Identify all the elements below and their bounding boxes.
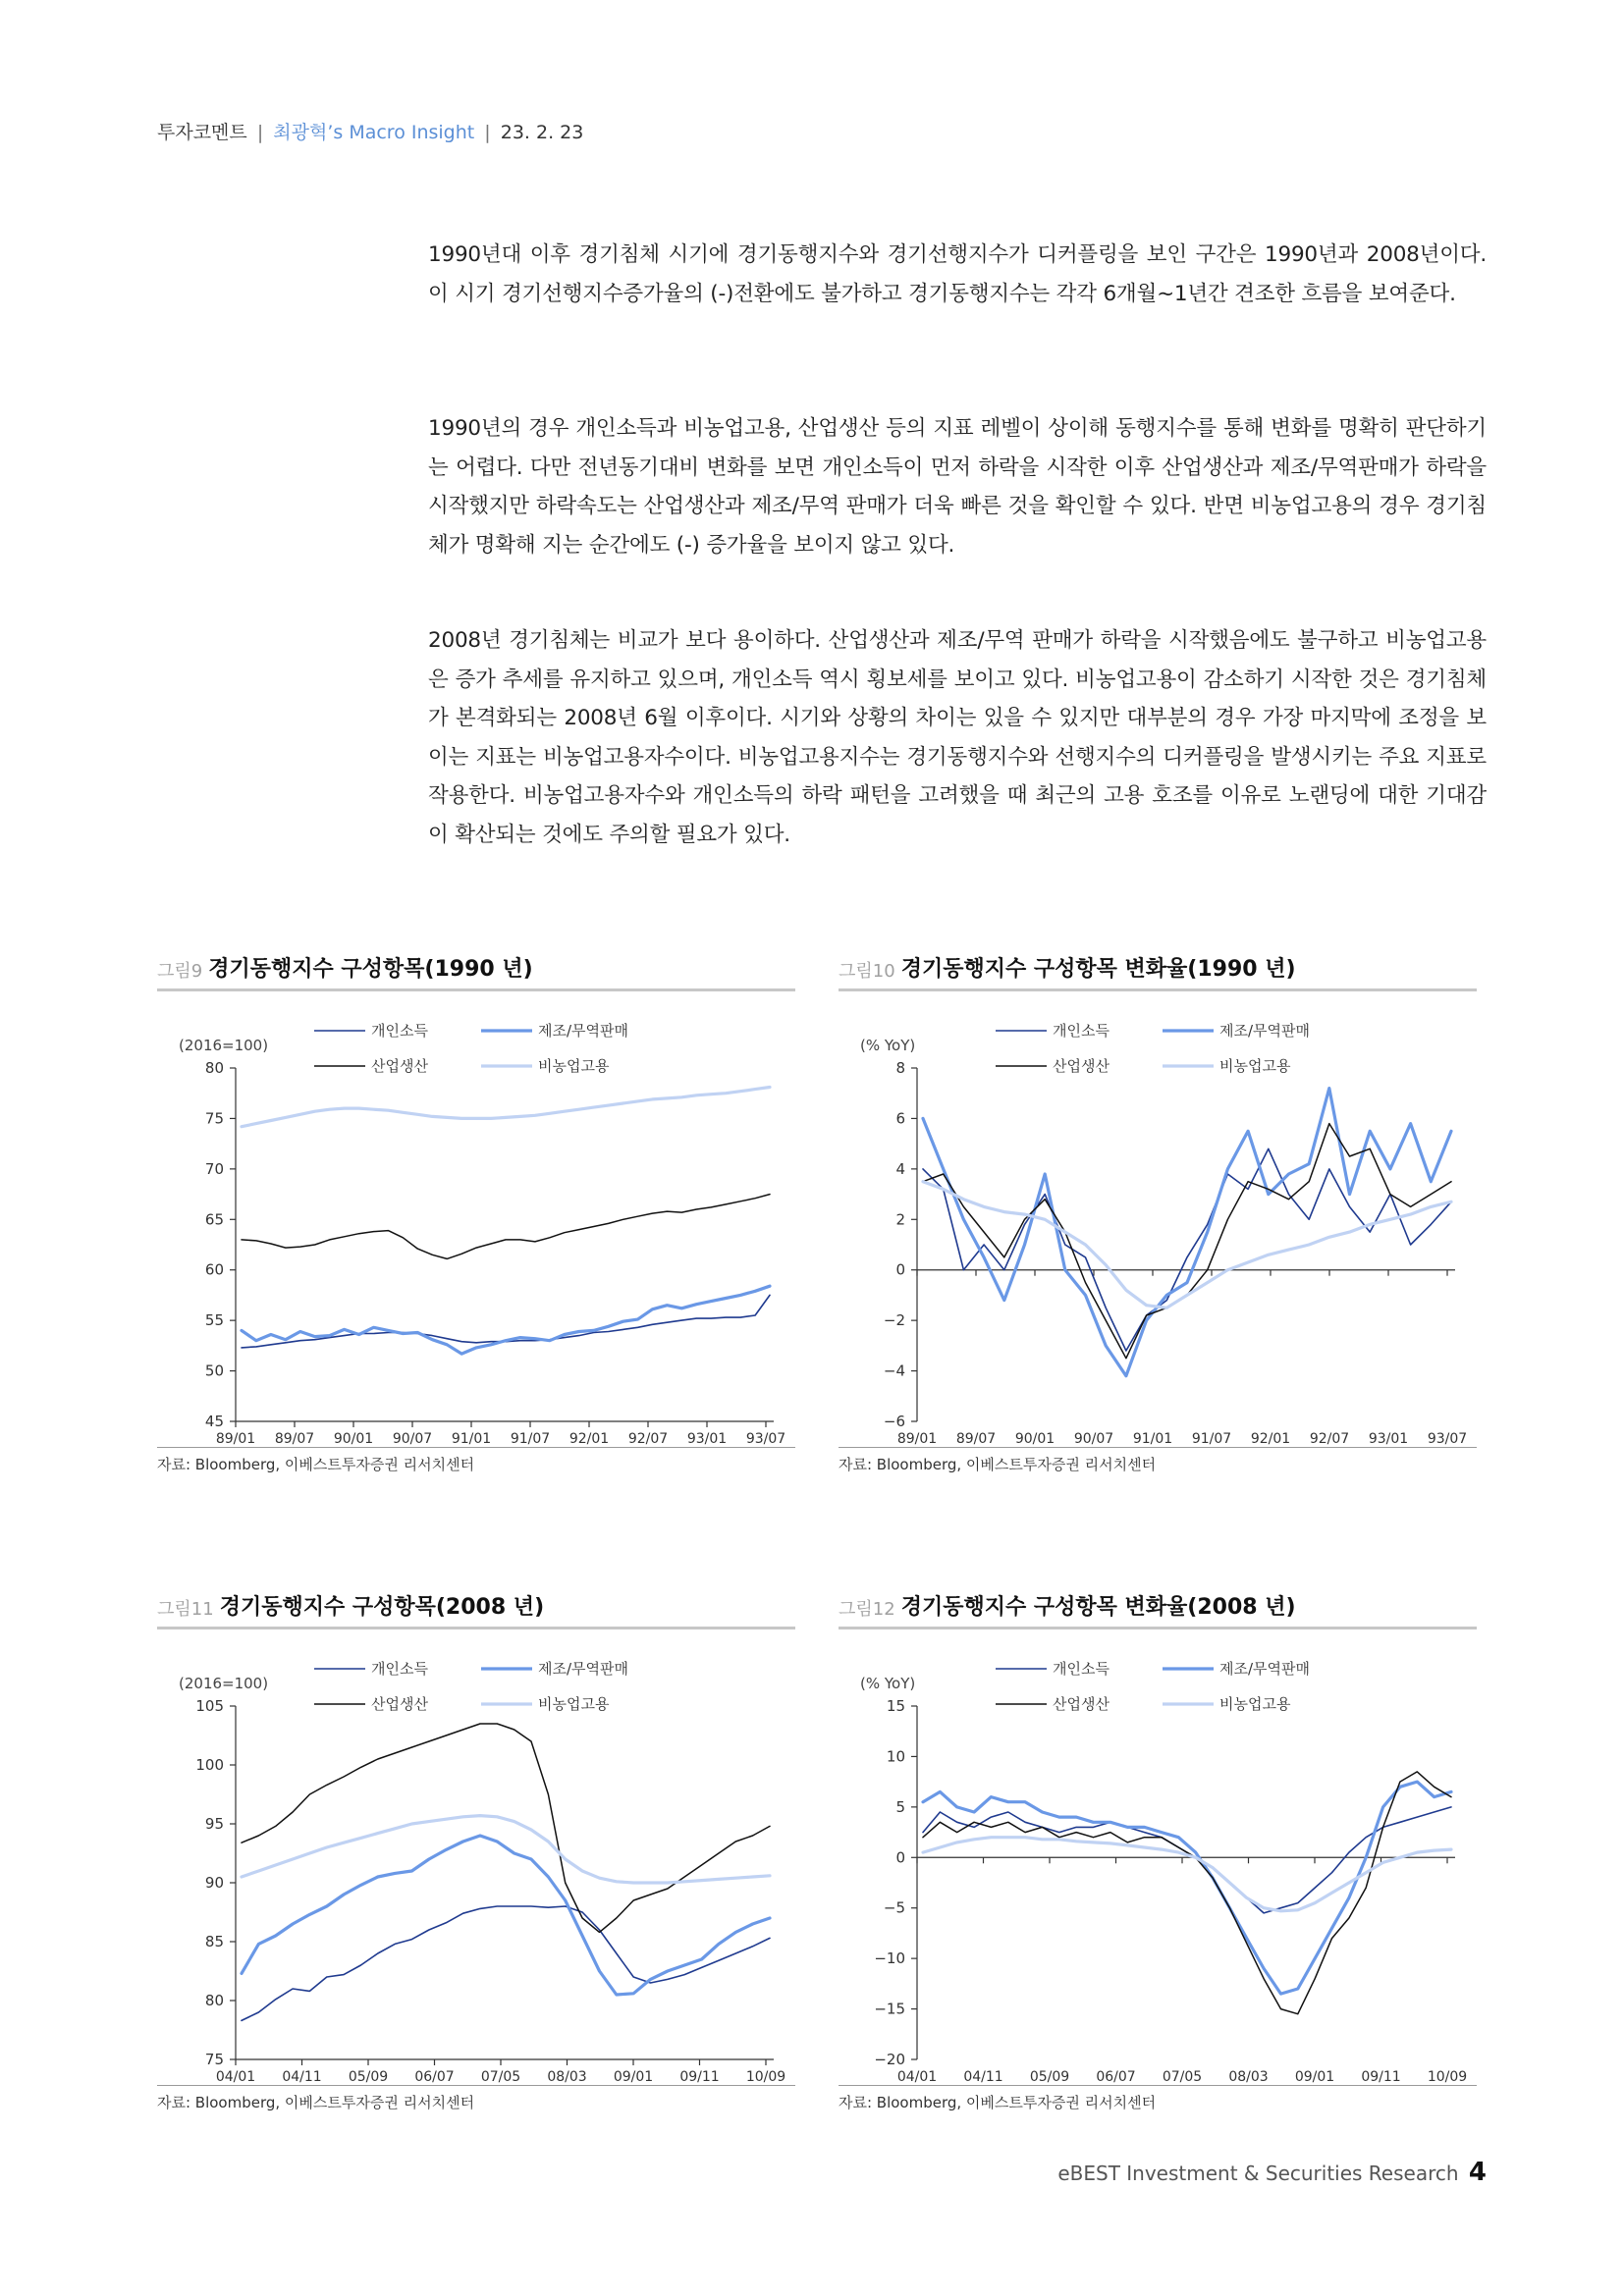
chart-4-x-tick-label: 08/03 <box>1228 2069 1269 2085</box>
figure-label: 그림10 <box>839 961 895 982</box>
chart-2-x-tick-label: 91/07 <box>1191 1431 1232 1447</box>
chart-2-x-tick-label: 89/01 <box>896 1431 938 1447</box>
chart-4-y-tick-label: −5 <box>883 1898 905 1917</box>
chart-4-x-tick-label: 04/11 <box>963 2069 1003 2085</box>
figure-title <box>157 952 795 991</box>
chart-3-x-tick-label: 04/01 <box>215 2069 256 2085</box>
chart-2-x-tick-label: 93/07 <box>1427 1431 1468 1447</box>
chart-3-y-tick-label: 90 <box>204 1874 224 1892</box>
chart-3-x-tick-label: 10/09 <box>745 2069 786 2085</box>
chart-4-y-tick-label: 5 <box>895 1797 905 1816</box>
chart-2-y-tick-label: 4 <box>895 1159 905 1178</box>
chart-3-unit-label: (2016=100) <box>179 1675 269 1692</box>
chart-2-series-line-1 <box>923 1148 1451 1351</box>
chart-1-y-tick-label: 60 <box>204 1260 224 1279</box>
chart-1-legend-label: 비농업고용 <box>538 1057 610 1075</box>
chart-2-y-tick-label: 6 <box>895 1109 905 1128</box>
chart-1-x-tick-label: 92/01 <box>568 1431 610 1447</box>
figure-title <box>839 952 1477 991</box>
header-section: 투자코멘트 <box>157 122 247 143</box>
figure-label: 그림11 <box>157 1599 214 1620</box>
chart-4-x-tick-label: 07/05 <box>1162 2069 1203 2085</box>
chart-3-legend-label: 개인소득 <box>371 1660 428 1678</box>
chart-4-series-line-1 <box>923 1807 1451 1913</box>
chart-4-y-tick-label: 15 <box>886 1697 905 1715</box>
page-number: 4 <box>1468 2158 1487 2187</box>
chart-3-series-line-2 <box>242 1836 770 1995</box>
figure-name: 경기동행지수 구성항목 변화율(1990 년) <box>900 957 1296 982</box>
chart-2-x-tick-label: 93/01 <box>1368 1431 1409 1447</box>
chart-3-series-line-3 <box>242 1724 770 1932</box>
figure-source: 자료: Bloomberg, 이베스트투자증권 리서치센터 <box>157 1456 475 1473</box>
header-divider: | <box>484 122 491 143</box>
chart-1-x-tick-label: 90/07 <box>392 1431 433 1447</box>
figure-source: 자료: Bloomberg, 이베스트투자증권 리서치센터 <box>839 2094 1157 2111</box>
figure-title <box>157 1590 795 1629</box>
chart-2-x-tick-label: 91/01 <box>1132 1431 1173 1447</box>
chart-1-series-line-3 <box>242 1195 770 1259</box>
chart-4-series-line-4 <box>923 1838 1451 1911</box>
chart-3-legend-label: 비농업고용 <box>538 1695 610 1713</box>
body-paragraph: 1990년대 이후 경기침체 시기에 경기동행지수와 경기선행지수가 디커플링을 보인 구간은 1990년과 2008년이다. 이 시기 경기선행지수증가율의 (-)전환에도 불가하고 경기동행지수는 각각 6개월~1년간 견조한 흐름을 보여준다. <box>428 242 1487 306</box>
chart-2-x-tick-label: 90/01 <box>1014 1431 1056 1447</box>
figure-name: 경기동행지수 구성항목 변화율(2008 년) <box>900 1595 1296 1620</box>
chart-4-x-tick-label: 10/09 <box>1427 2069 1468 2085</box>
chart-3-y-tick-label: 100 <box>195 1756 224 1774</box>
chart-3-y-tick-label: 105 <box>195 1697 224 1715</box>
chart-4-legend-label: 비농업고용 <box>1219 1695 1291 1713</box>
chart-2-legend-label: 산업생산 <box>1053 1057 1110 1075</box>
figure-source: 자료: Bloomberg, 이베스트투자증권 리서치센터 <box>839 1456 1157 1473</box>
figure-10 <box>839 952 1477 1474</box>
chart-4-y-tick-label: 0 <box>895 1848 905 1867</box>
chart-area <box>839 991 1477 1448</box>
chart-3-y-tick-label: 95 <box>204 1815 224 1833</box>
chart-1-y-tick-label: 65 <box>204 1210 224 1229</box>
chart-2-series-line-2 <box>923 1089 1451 1376</box>
chart-1-series-line-4 <box>242 1088 770 1127</box>
chart-2-x-tick-label: 89/07 <box>955 1431 997 1447</box>
line-chart <box>157 1629 795 2086</box>
chart-1-x-tick-label: 90/01 <box>333 1431 374 1447</box>
chart-3-legend-label: 산업생산 <box>371 1695 428 1713</box>
chart-4-y-tick-label: −15 <box>874 2000 905 2018</box>
chart-3-x-tick-label: 07/05 <box>480 2069 521 2085</box>
chart-3-x-tick-label: 09/11 <box>679 2069 720 2085</box>
chart-2-legend-label: 비농업고용 <box>1219 1057 1291 1075</box>
figure-12 <box>839 1590 1477 2112</box>
chart-area <box>157 1629 795 2086</box>
chart-3-x-tick-label: 06/07 <box>414 2069 455 2085</box>
body-paragraph: 2008년 경기침체는 비교가 보다 용이하다. 산업생산과 제조/무역 판매가 하락을 시작했음에도 불구하고 비농업고용은 증가 추세를 유지하고 있으며, 개인소득 역시 횡보세를 보이고 있다. 비농업고용이 감소하기 시작한 것은 경기침체가 본격화되는 2008년 6월 이후이다. 시기와 상황의 차이는 있을 수 있지만 대부분의 경우 가장 마지막에 조정을 보이는 지표는 비농업고용자수이다. 비농업고용지수는 경기동행지수와 선행지수의 디커플링을 발생시키는 주요 지표로 작용한다. 비농업고용자수와 개인소득의 하락 패턴을 고려했을 때 최근의 고용 호조를 이유로 노랜딩에 대한 기대감이 확산되는 것에도 주의할 필요가 있다. <box>428 628 1487 847</box>
chart-3-y-tick-label: 75 <box>204 2051 224 2068</box>
chart-3-x-tick-label: 08/03 <box>547 2069 587 2085</box>
chart-3-x-tick-label: 09/01 <box>613 2069 654 2085</box>
page-header <box>157 118 583 144</box>
chart-4-x-tick-label: 05/09 <box>1029 2069 1070 2085</box>
chart-1-legend-label: 제조/무역판매 <box>538 1022 628 1040</box>
chart-4-unit-label: (% YoY) <box>860 1675 916 1692</box>
line-chart <box>157 991 795 1448</box>
chart-1-x-tick-label: 93/01 <box>686 1431 728 1447</box>
chart-4-y-tick-label: 10 <box>886 1747 905 1766</box>
chart-4-x-tick-label: 09/01 <box>1294 2069 1335 2085</box>
chart-3-y-tick-label: 85 <box>204 1933 224 1950</box>
header-date: 23. 2. 23 <box>500 122 584 143</box>
body-paragraph: 1990년의 경우 개인소득과 비농업고용, 산업생산 등의 지표 레벨이 상이해 동행지수를 통해 변화를 명확히 판단하기는 어렵다. 다만 전년동기대비 변화를 보면 개인소득이 먼저 하락을 시작한 이후 산업생산과 제조/무역판매가 하락을 시작했지만 하락속도는 산업생산과 제조/무역 판매가 더욱 빠른 것을 확인할 수 있다. 반면 비농업고용의 경우 경기침체가 명확해 지는 순간에도 (-) 증가율을 보이지 않고 있다. <box>428 416 1487 558</box>
chart-1-legend-label: 개인소득 <box>371 1022 428 1040</box>
chart-4-series-line-3 <box>923 1772 1451 2014</box>
figure-title <box>839 1590 1477 1629</box>
chart-area <box>839 1629 1477 2086</box>
figure-11 <box>157 1590 795 2112</box>
chart-4-legend-label: 산업생산 <box>1053 1695 1110 1713</box>
chart-4-y-tick-label: −10 <box>874 1949 905 1968</box>
figure-name: 경기동행지수 구성항목(2008 년) <box>219 1595 545 1620</box>
line-chart <box>839 991 1477 1448</box>
chart-2-y-tick-label: 2 <box>895 1210 905 1229</box>
chart-2-y-tick-label: −2 <box>883 1311 905 1330</box>
chart-1-x-tick-label: 91/01 <box>451 1431 492 1447</box>
chart-1-y-tick-label: 45 <box>204 1413 224 1430</box>
chart-4-legend-label: 제조/무역판매 <box>1219 1660 1310 1678</box>
chart-1-x-tick-label: 91/07 <box>510 1431 551 1447</box>
figure-9 <box>157 952 795 1474</box>
figure-source: 자료: Bloomberg, 이베스트투자증권 리서치센터 <box>157 2094 475 2111</box>
chart-3-x-tick-label: 05/09 <box>348 2069 389 2085</box>
chart-4-x-tick-label: 09/11 <box>1361 2069 1401 2085</box>
chart-area <box>157 991 795 1448</box>
chart-2-legend-label: 개인소득 <box>1053 1022 1110 1040</box>
chart-2-unit-label: (% YoY) <box>860 1037 916 1054</box>
chart-4-y-tick-label: −20 <box>874 2051 905 2068</box>
chart-1-x-tick-label: 89/01 <box>215 1431 256 1447</box>
chart-1-y-tick-label: 50 <box>204 1362 224 1380</box>
chart-1-y-tick-label: 70 <box>204 1159 224 1178</box>
figure-label: 그림9 <box>157 961 203 982</box>
chart-1-x-tick-label: 92/07 <box>627 1431 669 1447</box>
line-chart <box>839 1629 1477 2086</box>
chart-2-x-tick-label: 90/07 <box>1073 1431 1114 1447</box>
chart-1-legend-label: 산업생산 <box>371 1057 428 1075</box>
chart-2-y-tick-label: −6 <box>883 1413 905 1430</box>
chart-4-x-tick-label: 04/01 <box>896 2069 938 2085</box>
chart-4-legend-label: 개인소득 <box>1053 1660 1110 1678</box>
chart-3-legend-label: 제조/무역판매 <box>538 1660 628 1678</box>
footer-text: eBEST Investment & Securities Research <box>1057 2162 1459 2185</box>
header-series: 최광혁’s Macro Insight <box>273 122 475 143</box>
chart-2-x-tick-label: 92/01 <box>1250 1431 1291 1447</box>
chart-1-x-tick-label: 93/07 <box>745 1431 786 1447</box>
chart-2-y-tick-label: 0 <box>895 1260 905 1279</box>
page-footer <box>1057 2158 1487 2187</box>
chart-1-y-tick-label: 75 <box>204 1109 224 1128</box>
figure-label: 그림12 <box>839 1599 895 1620</box>
chart-2-series-line-4 <box>923 1182 1451 1308</box>
header-divider: | <box>256 122 264 143</box>
chart-2-legend-label: 제조/무역판매 <box>1219 1022 1310 1040</box>
chart-1-y-tick-label: 55 <box>204 1311 224 1330</box>
chart-2-y-tick-label: 8 <box>895 1059 905 1077</box>
chart-1-x-tick-label: 89/07 <box>274 1431 315 1447</box>
chart-3-x-tick-label: 04/11 <box>282 2069 322 2085</box>
chart-2-series-line-3 <box>923 1124 1451 1359</box>
chart-2-x-tick-label: 92/07 <box>1309 1431 1350 1447</box>
chart-4-x-tick-label: 06/07 <box>1096 2069 1136 2085</box>
chart-1-y-tick-label: 80 <box>204 1059 224 1077</box>
figure-name: 경기동행지수 구성항목(1990 년) <box>208 957 533 982</box>
chart-3-y-tick-label: 80 <box>204 1992 224 2009</box>
chart-2-y-tick-label: −4 <box>883 1362 905 1380</box>
chart-1-unit-label: (2016=100) <box>179 1037 269 1054</box>
